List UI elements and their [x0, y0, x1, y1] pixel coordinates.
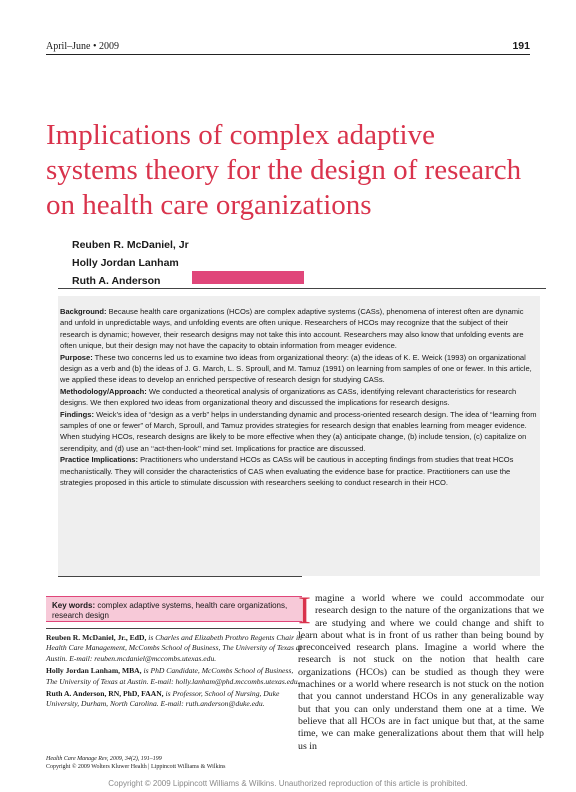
abstract-section: Practice Implications: Practitioners who understand HCOs as CASs will be cautious in accepting findings from studies that treat HCOs mechanistically. They will consider the characteristics of CAS when evaluating the evidence base for practice. Practitioners can use the strategies proposed in this article to stimulate discussion with researchers seeking to conduct research in their HCO.	[60, 455, 514, 488]
affiliation: Holly Jordan Lanham, MBA, is PhD Candidate, McCombs School of Business, The University of Texas at Austin. E-mail: holly.lanham@phd.mccombs.utexas.edu.	[46, 666, 300, 686]
journal-citation: Health Care Manage Rev, 2009, 34(2), 191–199	[46, 756, 162, 762]
affiliation: Reuben R. McDaniel, Jr., EdD, is Charles and Elizabeth Prothro Regents Chair in Health Care Management, McCombs School of Business, The University of Texas at Austin. E-mail: reuben.mcdaniel@mccombs.utexas.edu.	[46, 633, 302, 663]
author-name: Ruth A. Anderson	[72, 275, 161, 287]
divider	[58, 576, 302, 577]
citation	[46, 756, 304, 771]
keywords-text: complex adaptive systems, health care organizations, research design	[52, 601, 288, 620]
abstract-section: Purpose: These two concerns led us to examine two ideas from organizational theory: (a) the ideas of K. E. Weick (1993) on organizational design as a verb and (b) the ideas of J. G. March, L. S. Sproull, and M. Tamuz (1991) on learning from samples of one or fewer. In this article, we applied these ideas to develop an enriched perspective of research design for studying CASs.	[60, 352, 532, 385]
header-rule	[46, 54, 530, 55]
author-name: Reuben R. McDaniel, Jr	[72, 239, 189, 251]
copyright-footer: Copyright © 2009 Lippincott Williams & Wilkins. Unauthorized reproduction of this article is prohibited.	[108, 779, 468, 788]
keywords-label: Key words:	[52, 601, 96, 610]
article-title: Implications of complex adaptive systems theory for the design of research on health care organizations	[46, 119, 522, 221]
divider	[46, 628, 302, 629]
abstract-box	[58, 296, 540, 576]
accent-bar	[192, 271, 304, 284]
affiliation: Ruth A. Anderson, RN, PhD, FAAN, is Professor, School of Nursing, Duke University, Durham, North Carolina. E-mail: ruth.anderson@duke.edu.	[46, 689, 280, 709]
abstract-section: Findings: Weick’s idea of “design as a verb” helps in understanding dynamic and process-oriented research design. The idea of “learning from samples of one or fewer” of March, Sproull, and Tamuz provides strategies for research design that enables learning from meager evidence. When studying HCOs, research designs are likely to be more effective when they (a) anticipate change, (b) include tension, (c) capitalize on serendipity, and (d) use an ‘‘act-then-look’’ mind set. Implications for practice are discussed.	[60, 409, 537, 453]
page-number: 191	[512, 40, 530, 52]
drop-cap: I	[298, 589, 311, 632]
divider	[58, 288, 546, 289]
keywords-box	[46, 596, 302, 622]
abstract-section: Background: Because health care organizations (HCOs) are complex adaptive systems (CASs), phenomena of interest often are dynamic and unfold in unpredictable ways, and unfolding events are often unique. Researchers of HCOs may recognize that the subject of their research is dynamic; however, their research designs may not take this into account. Researchers may also know that unfolding events are often unique, but their design may not have the capacity to obtain information from meager evidence.	[60, 307, 524, 351]
author-name: Holly Jordan Lanham	[72, 257, 179, 269]
author-list	[72, 236, 189, 290]
author-affiliations	[46, 633, 304, 712]
running-header-date: April–June • 2009	[46, 41, 119, 52]
abstract-section: Methodology/Approach: We conducted a theoretical analysis of organizations as CASs, identifying relevant characteristics for research designs. We then explored two ideas from organizational theory and discussed the implications for research designs.	[60, 386, 517, 408]
copyright-line: Copyright © 2009 Wolters Kluwer Health | Lippincott Williams & Wilkins	[46, 763, 226, 770]
body-paragraph: Imagine a world where we could accommodate our research design to the nature of the organizations that we are studying and where we could change and shift to learn about what is in front of us rather than being bound by preconceived research plans. Imagine a world where the research is not stuck on the notion that health care organizations (HCOs) can be studied as though they were machines or a world where research is not stuck on the notion that you cannot understand HCOs in any generalizable way but that you can only understand them one at a time. We believe that all HCOs are in fact unique but that, at the same time, we can make generalizations about them that will help us in	[298, 589, 544, 752]
